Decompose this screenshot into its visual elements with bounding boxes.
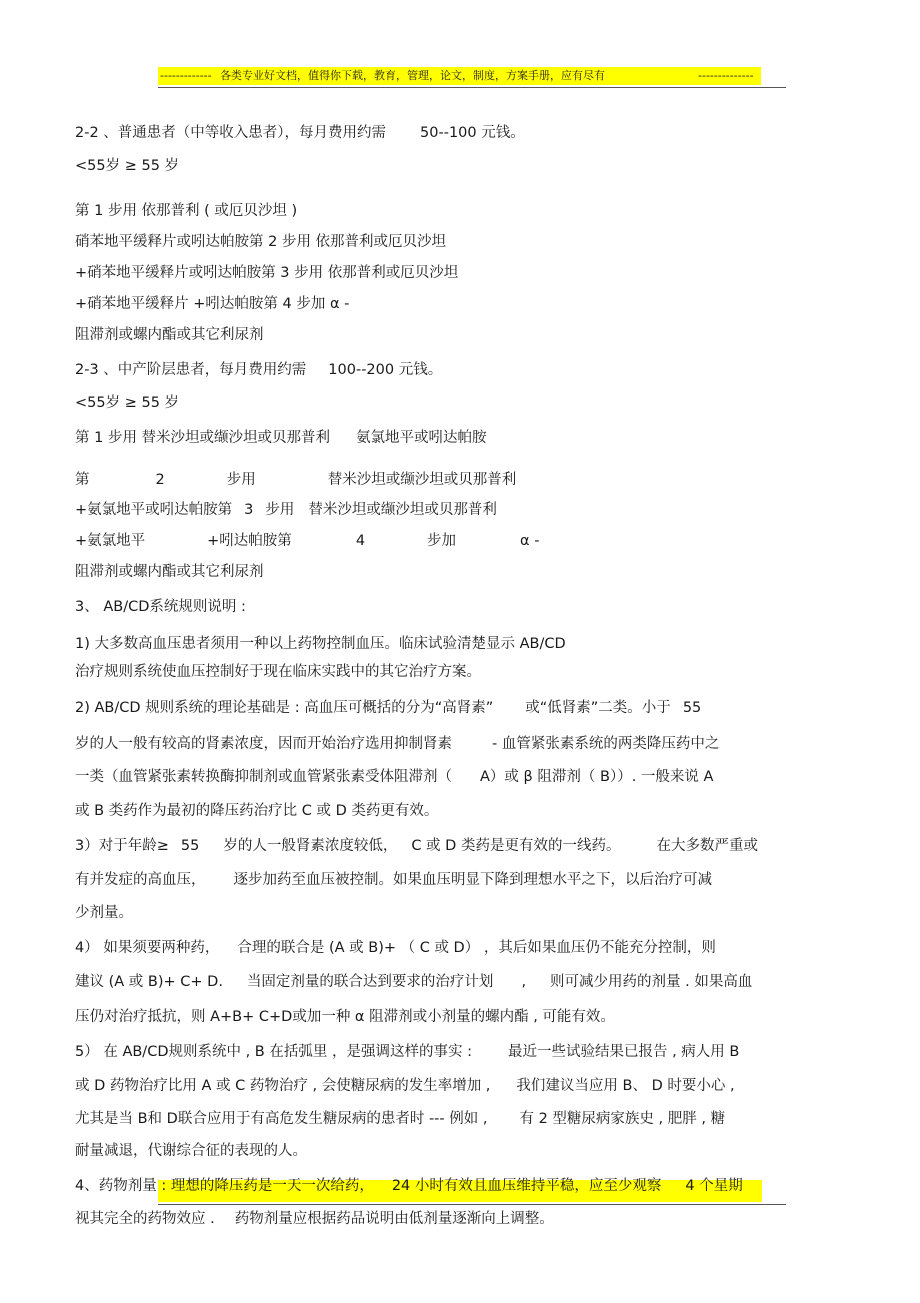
header-dashes-left: -------------	[160, 69, 212, 82]
line: +氨氯地平 +吲达帕胺第 4 步加 α -	[75, 533, 540, 549]
paragraph-line: 建议 (A 或 B)+ C+ D. 当固定剂量的联合达到要求的治疗计划 , 则可减少用药的剂量 . 如果高血	[75, 974, 753, 990]
section-heading: 3、 AB/CD系统规则说明 :	[75, 599, 246, 615]
header-banner	[158, 67, 761, 85]
line: 阻滞剂或螺内酯或其它利尿剂	[75, 327, 264, 343]
paragraph-line: 压仍对治疗抵抗，则 A+B+ C+D或加一种 α 阻滞剂或小剂量的螺内酯 , 可能有效。	[75, 1009, 615, 1025]
paragraph-line: 视其完全的药物效应 . 药物剂量应根据药品说明由低剂量逐渐向上调整。	[75, 1211, 554, 1227]
footer-rule	[158, 1204, 786, 1205]
paragraph-line: 4） 如果须要两种药， 合理的联合是 (A 或 B)+ （ C 或 D） ，其后如果血压仍不能充分控制，则	[75, 940, 716, 956]
line: 第 2 步用 替米沙坦或缬沙坦或贝那普利	[75, 472, 517, 488]
paragraph-line: 3）对于年龄≥ 55 岁的人一般肾素浓度较低， C 或 D 类药是更有效的一线药。 在大多数严重或	[75, 838, 758, 854]
paragraph-line: 1) 大多数高血压患者须用一种以上药物控制血压。临床试验清楚显示 AB/CD	[75, 636, 566, 652]
line: 阻滞剂或螺内酯或其它利尿剂	[75, 564, 264, 580]
header-dashes-right: --------------	[698, 69, 754, 82]
line: <55岁 ≥ 55 岁	[75, 158, 180, 174]
paragraph-line: 2) AB/CD 规则系统的理论基础是 : 高血压可概括的分为“高肾素” 或“低肾素”二类。小于 55	[75, 700, 702, 716]
paragraph-line: 少剂量。	[75, 905, 133, 921]
paragraph-line: 4、药物剂量 : 理想的降压药是一天一次给药， 24 小时有效且血压维持平稳，应至少观察 4 个星期	[75, 1178, 743, 1194]
line: 第 1 步用 依那普利 ( 或厄贝沙坦 )	[75, 203, 298, 219]
paragraph-line: 一类（血管紧张素转换酶抑制剂或血管紧张素受体阻滞剂（ A）或 β 阻滞剂（ B））. 一般来说 A	[75, 769, 714, 785]
paragraph-line: 岁的人一般有较高的肾素浓度，因而开始治疗选用抑制肾素 - 血管紧张素系统的两类降压药中之	[75, 736, 720, 752]
line: +氨氯地平或吲达帕胺第 3 步用 替米沙坦或缬沙坦或贝那普利	[75, 502, 497, 518]
line: <55岁 ≥ 55 岁	[75, 395, 180, 411]
line: 2-3 、中产阶层患者，每月费用约需 100--200 元钱。	[75, 362, 443, 378]
paragraph-line: 有并发症的高血压， 逐步加药至血压被控制。如果血压明显下降到理想水平之下，以后治疗可减	[75, 872, 712, 888]
paragraph-line: 或 D 药物治疗比用 A 或 C 药物治疗 , 会使糖尿病的发生率增加 , 我们建议当应用 B、 D 时要小心 ,	[75, 1078, 735, 1094]
paragraph-line: 尤其是当 B和 D联合应用于有高危发生糖尿病的患者时 --- 例如 , 有 2 型糖尿病家族史 , 肥胖 , 糖	[75, 1111, 726, 1127]
paragraph-line: 耐量减退，代谢综合征的表现的人。	[75, 1143, 307, 1159]
paragraph-line: 5） 在 AB/CD规则系统中 , B 在括弧里 ，是强调这样的事实 : 最近一些试验结果已报告 , 病人用 B	[75, 1044, 740, 1060]
paragraph-line: 治疗规则系统使血压控制好于现在临床实践中的其它治疗方案。	[75, 664, 481, 680]
header-text: 各类专业好文档，值得你下载，教育，管理，论文，制度，方案手册，应有尽有	[220, 69, 605, 82]
line: 2-2 、普通患者（中等收入患者），每月费用约需 50--100 元钱。	[75, 125, 525, 141]
line: 第 1 步用 替米沙坦或缬沙坦或贝那普利 氨氯地平或吲达帕胺	[75, 430, 487, 446]
line: 硝苯地平缓释片或吲达帕胺第 2 步用 依那普利或厄贝沙坦	[75, 234, 447, 250]
line: +硝苯地平缓释片 +吲达帕胺第 4 步加 α -	[75, 296, 350, 312]
paragraph-line: 或 B 类药作为最初的降压药治疗比 C 或 D 类药更有效。	[75, 803, 439, 819]
header-rule	[158, 87, 786, 88]
line: +硝苯地平缓释片或吲达帕胺第 3 步用 依那普利或厄贝沙坦	[75, 265, 459, 281]
